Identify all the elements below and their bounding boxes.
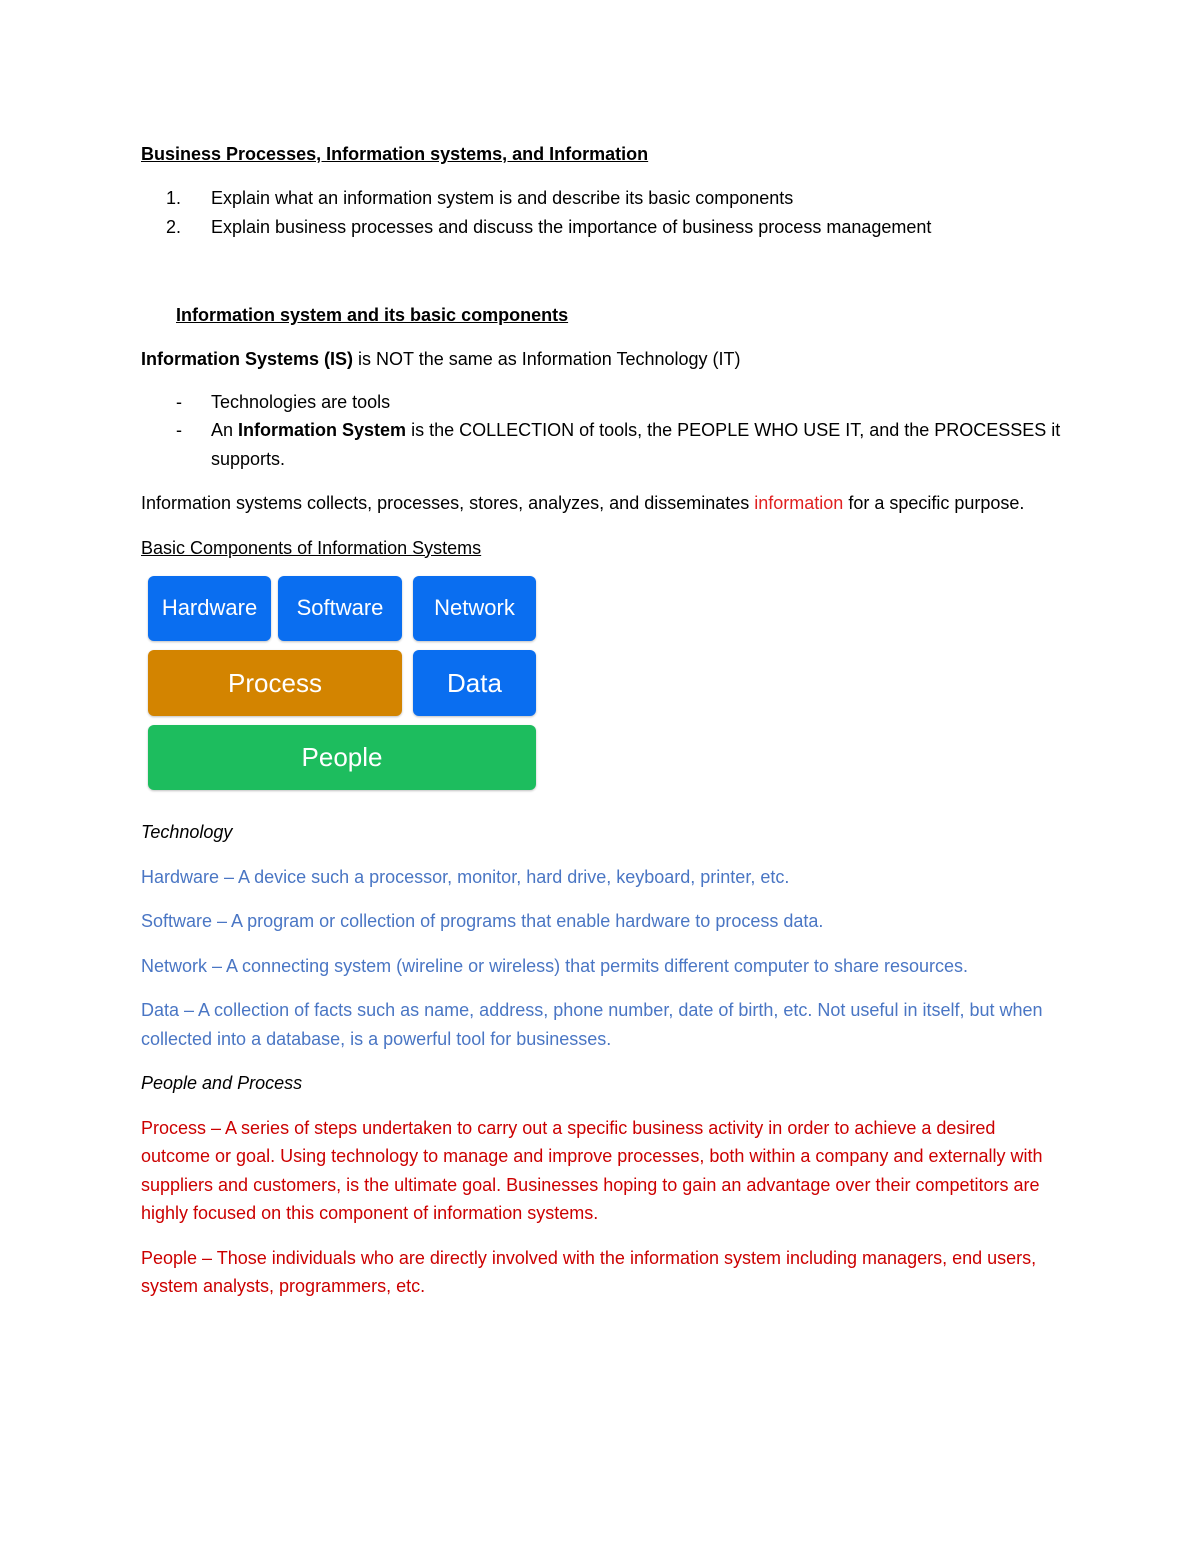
objective-number: 2. <box>166 216 182 237</box>
document-title: Business Processes, Information systems, and Information <box>141 144 649 164</box>
is-vs-it-paragraph <box>141 345 1061 374</box>
hardware-box: Hardware <box>148 576 271 641</box>
objectives-list <box>141 184 1061 241</box>
collects-highlight: information <box>754 493 844 513</box>
dash-mark: - <box>176 391 182 412</box>
is-vs-it-rest: is NOT the same as Information Technology (IT) <box>353 349 741 369</box>
hardware-definition: Hardware – A device such a processor, monitor, hard drive, keyboard, printer, etc. <box>141 866 790 887</box>
collects-paragraph <box>141 489 1061 518</box>
objective-text: Explain business processes and discuss the importance of business process management <box>211 216 932 237</box>
components-heading: Basic Components of Information Systems <box>141 537 482 558</box>
objective-item <box>141 184 1061 213</box>
section-heading: Information system and its basic components <box>176 305 569 325</box>
document-page <box>141 140 1061 1301</box>
dash-mark: - <box>176 420 182 440</box>
people-box: People <box>148 725 536 790</box>
process-box: Process <box>148 650 402 716</box>
data-box: Data <box>413 650 536 716</box>
collects-post: for a specific purpose. <box>843 493 1025 513</box>
people-definition: People – Those individuals who are directly involved with the information system including managers, end users, system analysts, programmers, etc. <box>141 1247 1037 1296</box>
software-box: Software <box>278 576 402 641</box>
network-box: Network <box>413 576 536 641</box>
dash-item <box>141 416 1061 473</box>
people-process-heading: People and Process <box>141 1073 303 1093</box>
technology-heading: Technology <box>141 822 233 842</box>
dash-item-rest: is the COLLECTION of tools, the PEOPLE WHO USE IT, and the PROCESSES it supports. <box>211 420 1061 469</box>
collects-pre: Information systems collects, processes, stores, analyzes, and disseminates <box>141 493 755 513</box>
objective-number: 1. <box>166 188 182 208</box>
process-definition: Process – A series of steps undertaken to carry out a specific business activity in order to achieve a desired outcome or goal. Using technology to manage and improve processes, both within a company and externally with suppliers and customers, is the ultimate goal. Businesses hoping to gain an advantage over their competitors are highly focused on this component of information systems. <box>141 1117 1043 1223</box>
components-diagram <box>141 576 541 798</box>
objective-item <box>141 213 1061 242</box>
dash-list <box>141 388 1061 474</box>
network-definition: Network – A connecting system (wireline or wireless) that permits different computer to share resources. <box>141 955 969 976</box>
dash-item-pre: An <box>211 420 239 440</box>
dash-item-bold: Information System <box>238 420 407 440</box>
software-definition: Software – A program or collection of programs that enable hardware to process data. <box>141 911 824 931</box>
objective-text: Explain what an information system is and describe its basic components <box>211 188 794 208</box>
data-definition: Data – A collection of facts such as name, address, phone number, date of birth, etc. Not useful in itself, but when collected into a database, is a powerful tool for businesses. <box>141 1000 1043 1049</box>
dash-item-text: Technologies are tools <box>211 391 391 412</box>
dash-item <box>141 388 1061 417</box>
is-term: Information Systems (IS) <box>141 349 354 369</box>
